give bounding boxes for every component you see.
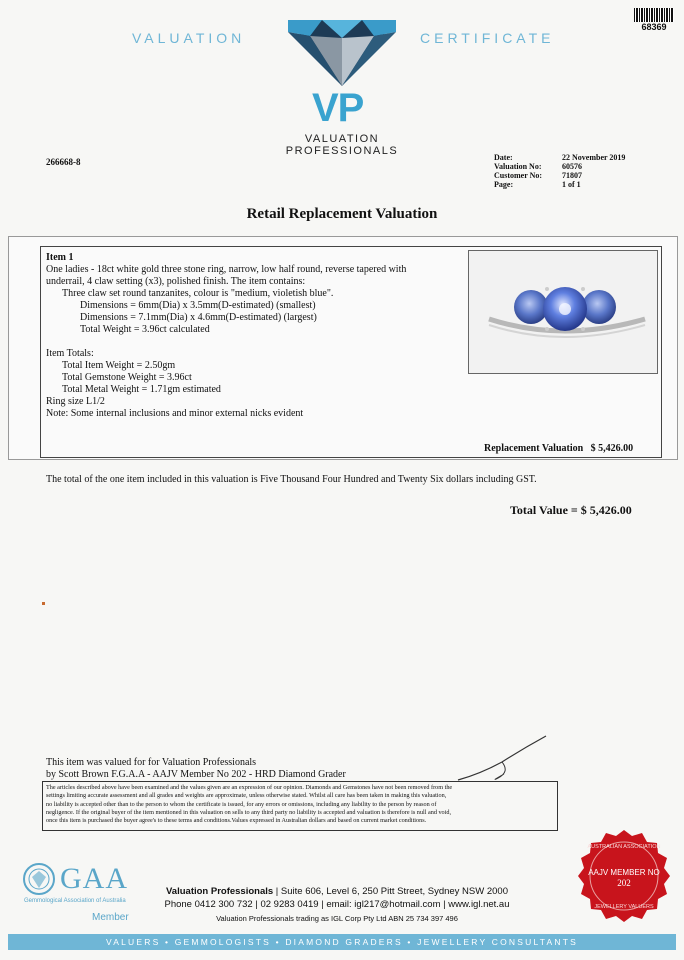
meta-valuation-no: Valuation No: 60576	[494, 162, 582, 171]
valued-by: by Scott Brown F.G.A.A - AAJV Member No 202 - HRD Diamond Grader	[46, 769, 346, 780]
item-dimensions-2: Dimensions = 7.1mm(Dia) x 4.6mm(D-estimated) (largest)	[80, 312, 317, 323]
ring-photo	[468, 250, 658, 374]
disclaimer-line: The articles described above have been examined and the values given are an expression of our opinion. Diamonds and Gemstones have not been removed from the	[46, 784, 453, 791]
replacement-label: Replacement Valuation	[484, 443, 584, 454]
meta-customer-no: Customer No: 71807	[494, 171, 582, 180]
seal-line-2: 202	[617, 878, 631, 888]
seal-top-text: AUSTRALIAN ASSOCIATION	[587, 844, 661, 850]
gaa-subtitle: Gemmological Association of Australia	[24, 898, 126, 904]
disclaimer-line: no liability is accepted other than to the person to whom the certificate is issued, for any errors or omissions, including any liability to the person by reason of	[46, 800, 437, 808]
seal-line-1: AAJV MEMBER NO	[588, 868, 660, 877]
replacement-value: $ 5,426.00	[590, 443, 634, 454]
item-desc-line-1: One ladies - 18ct white gold three stone ring, narrow, low half round, reverse tapered with	[46, 264, 407, 275]
item-desc-line-2: underrail, 4 claw setting (x3), polished finish. The item contains:	[46, 276, 306, 287]
total-item-weight: Total Item Weight = 2.50gm	[62, 360, 176, 371]
disclaimer-line: negligence. If the original buyer of the item mentioned in this valuation on sells to any third party no liability is accepted and valuation is therefore is null and void,	[46, 808, 452, 816]
seal-bottom-text: JEWELLERY VALUERS	[594, 904, 654, 910]
valued-for: This item was valued for for Valuation Professionals	[46, 757, 257, 768]
replacement-valuation	[484, 443, 633, 454]
disclaimer-line: settings limiting accurate assessment and all grades and weights are approximate, unless otherwise stated. Whilst all care has been taken in making this valuation,	[46, 792, 447, 800]
footer-trading: Valuation Professionals trading as IGL Corp Pty Ltd ABN 25 734 397 496	[216, 914, 458, 923]
footer-band: VALUERS • GEMMOLOGISTS • DIAMOND GRADERS • JEWELLERY CONSULTANTS	[8, 934, 676, 950]
ring-size: Ring size L1/2	[46, 396, 105, 407]
tag-barcode	[634, 8, 674, 32]
meta-page: Page: 1 of 1	[494, 180, 581, 189]
valuation-summary: The total of the one item included in this valuation is Five Thousand Four Hundred and Twenty Six dollars including GST.	[46, 474, 537, 485]
footer-company: Valuation Professionals	[166, 886, 274, 897]
tanzanite-ring-image	[469, 251, 657, 373]
paper-mark	[42, 602, 45, 605]
diamond-logo-icon	[282, 16, 402, 88]
vp-logo-sub-line-2: PROFESSIONALS	[285, 145, 399, 157]
signature-image	[440, 728, 560, 788]
footer-address	[147, 886, 527, 897]
gaa-letters: GAA	[60, 862, 128, 895]
item-total-weight: Total Weight = 3.96ct calculated	[80, 324, 210, 335]
meta-date: Date: 22 November 2019	[494, 153, 626, 162]
total-gemstone-weight: Total Gemstone Weight = 3.96ct	[62, 372, 192, 383]
total-value: Total Value = $ 5,426.00	[510, 503, 632, 517]
aajv-seal-icon	[576, 828, 672, 924]
gaa-emblem-icon	[22, 862, 56, 896]
total-metal-weight: Total Metal Weight = 1.71gm estimated	[62, 384, 221, 395]
header-certificate-word: CERTIFICATE	[420, 30, 555, 46]
item-note: Note: Some internal inclusions and minor external nicks evident	[46, 408, 304, 419]
item-dimensions-1: Dimensions = 6mm(Dia) x 3.5mm(D-estimated) (smallest)	[80, 300, 316, 311]
tag-code: 68369	[641, 22, 667, 32]
footer-address-text: | Suite 606, Level 6, 250 Pitt Street, Sydney NSW 2000	[273, 886, 508, 897]
disclaimer-box	[42, 781, 558, 831]
header-valuation-word: VALUATION	[132, 30, 246, 46]
gaa-member: Member	[92, 912, 129, 923]
item-heading: Item 1	[46, 252, 74, 263]
reference-number: 266668-8	[46, 157, 81, 167]
vp-logo-sub-line-1: VALUATION	[304, 133, 380, 145]
meta-block	[494, 153, 625, 189]
vp-logo-letters: VP	[312, 86, 364, 130]
document-title: Retail Replacement Valuation	[246, 206, 438, 222]
item-totals-heading: Item Totals:	[46, 348, 94, 359]
item-contains: Three claw set round tanzanites, colour is "medium, violetish blue".	[62, 288, 334, 299]
footer-contacts: Phone 0412 300 732 | 02 9283 0419 | email: igl217@hotmail.com | www.igl.net.au	[164, 899, 510, 910]
item-details	[46, 252, 466, 420]
disclaimer-line: once this item is purchased the buyer agree's to these terms and conditions.Values expressed in Australian dollars and based on current market conditions.	[46, 817, 427, 825]
vp-logo-subtitle	[272, 133, 412, 157]
